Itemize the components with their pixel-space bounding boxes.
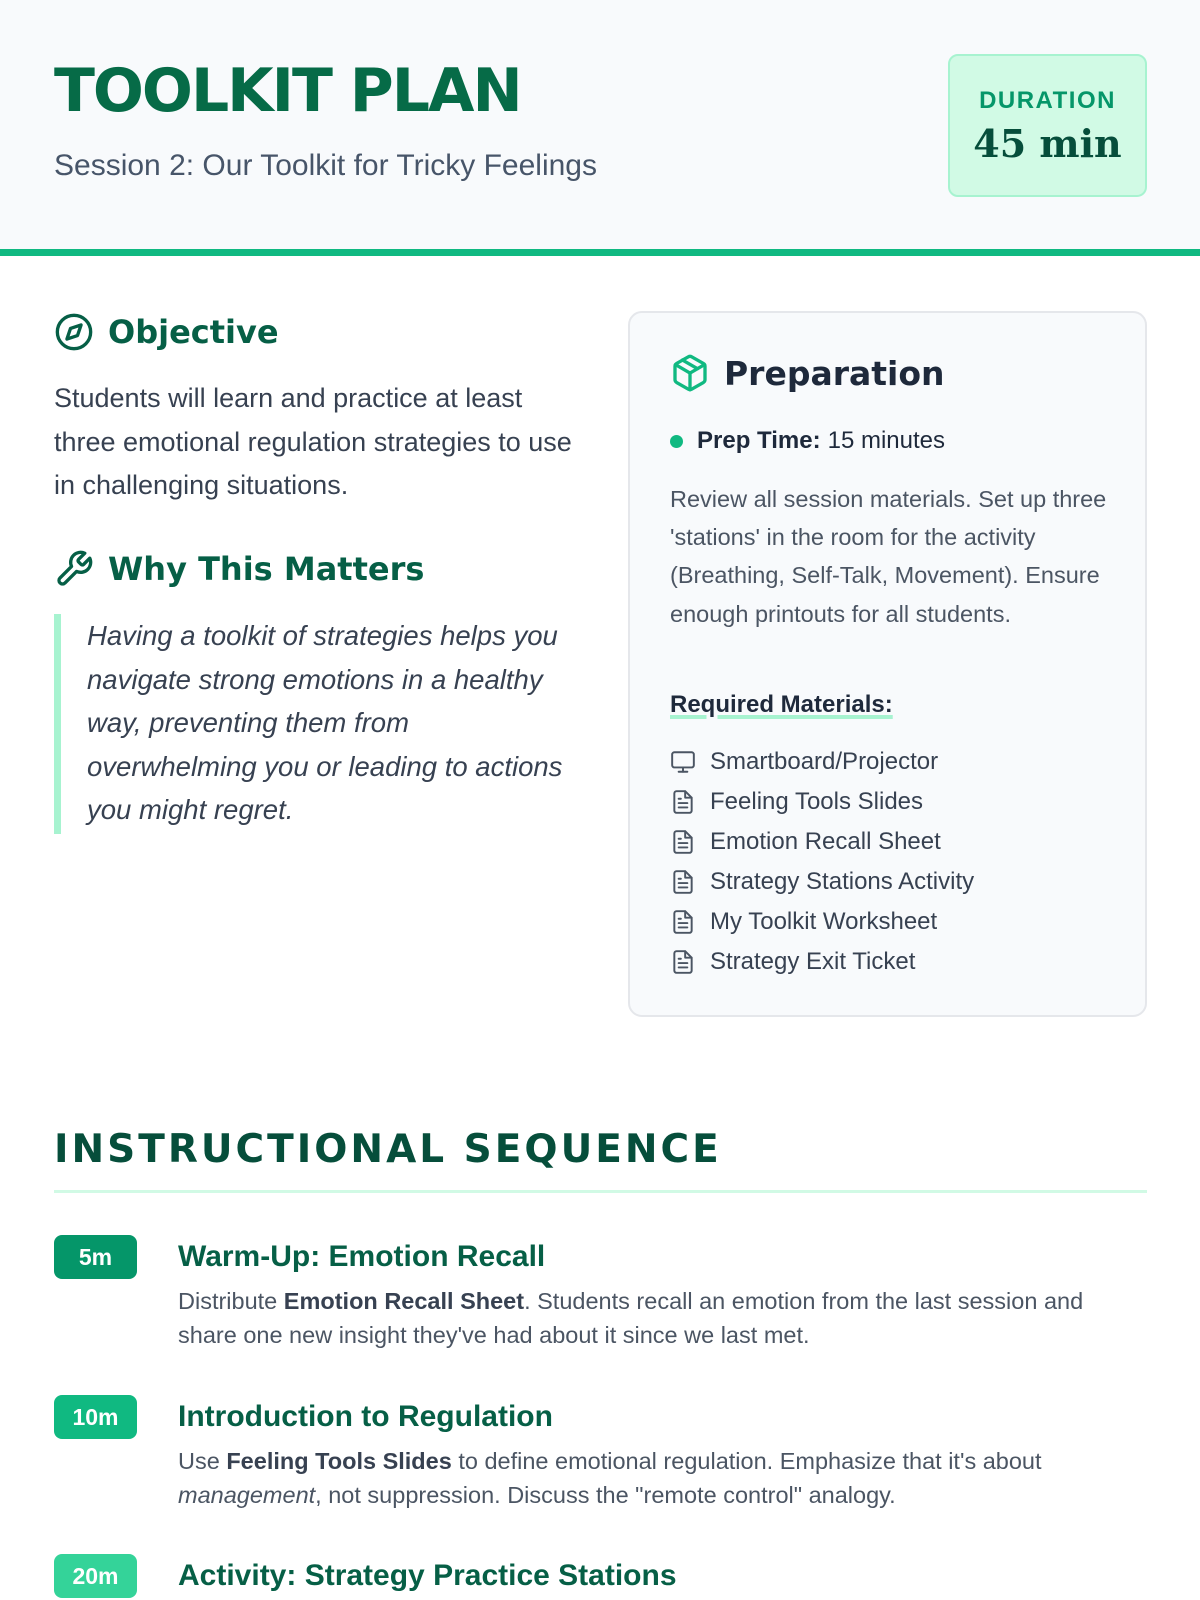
step-description: Distribute Emotion Recall Sheet. Students recall an emotion from the last session and share one new insight they've had about it since we last met.	[178, 1288, 1084, 1348]
prep-time	[670, 427, 945, 455]
time-badge: 20m	[54, 1554, 137, 1598]
document-icon	[670, 829, 696, 855]
step-title: Warm-Up: Emotion Recall	[178, 1240, 546, 1273]
prep-description: Review all session materials. Set up three 'stations' in the room for the activity (Breathing, Self-Talk, Movement). Ensure enough printouts for all students.	[670, 486, 1107, 627]
list-item	[670, 862, 974, 902]
list-item	[670, 822, 974, 862]
materials-list	[670, 742, 974, 982]
preparation-heading-label: Preparation	[724, 353, 945, 393]
prep-time-label: Prep Time:	[697, 427, 821, 454]
sequence-heading: INSTRUCTIONAL SEQUENCE	[54, 1127, 722, 1172]
wrench-icon	[54, 549, 94, 589]
material-label: Strategy Exit Ticket	[710, 948, 916, 975]
divider	[54, 1190, 1147, 1193]
list-item	[670, 942, 974, 982]
page-title: TOOLKIT PLAN	[54, 56, 521, 126]
material-label: Strategy Stations Activity	[710, 868, 975, 895]
time-badge: 10m	[54, 1395, 137, 1439]
document-icon	[670, 869, 696, 895]
step-description: Use Feeling Tools Slides to define emotional regulation. Emphasize that it's about management, not suppression. Discuss the "remote control" analogy.	[178, 1448, 1042, 1508]
list-item	[670, 902, 974, 942]
page-subtitle: Session 2: Our Toolkit for Tricky Feelings	[54, 149, 597, 182]
duration-label: DURATION	[979, 87, 1116, 114]
objective-text: Students will learn and practice at least three emotional regulation strategies to use in challenging situations.	[54, 383, 572, 500]
why-heading	[54, 549, 424, 589]
compass-icon	[54, 312, 94, 352]
why-heading-label: Why This Matters	[108, 550, 425, 588]
objective-heading	[54, 312, 279, 352]
material-label: Smartboard/Projector	[710, 748, 939, 775]
step-title: Introduction to Regulation	[178, 1400, 553, 1433]
objective-heading-label: Objective	[108, 313, 279, 351]
preparation-card	[628, 311, 1147, 1017]
material-label: Emotion Recall Sheet	[710, 828, 941, 855]
monitor-icon	[670, 749, 696, 775]
step-title: Activity: Strategy Practice Stations	[178, 1559, 677, 1592]
time-badge: 5m	[54, 1235, 137, 1279]
why-quote: Having a toolkit of strategies helps you navigate strong emotions in a healthy way, preventing them from overwhelming you or leading to actions you might regret.	[54, 614, 574, 834]
preparation-heading	[670, 353, 945, 393]
document-icon	[670, 949, 696, 975]
package-icon	[670, 353, 710, 393]
document-icon	[670, 909, 696, 935]
required-materials-label: Required Materials:	[670, 691, 893, 718]
list-item	[670, 742, 974, 782]
material-label: My Toolkit Worksheet	[710, 908, 938, 935]
list-item	[670, 782, 974, 822]
duration-badge	[948, 54, 1147, 197]
duration-value: 45 min	[973, 121, 1122, 166]
material-label: Feeling Tools Slides	[710, 788, 924, 815]
bullet-dot	[670, 435, 683, 448]
document-icon	[670, 789, 696, 815]
prep-time-value: 15 minutes	[827, 427, 946, 454]
header	[0, 0, 1200, 256]
